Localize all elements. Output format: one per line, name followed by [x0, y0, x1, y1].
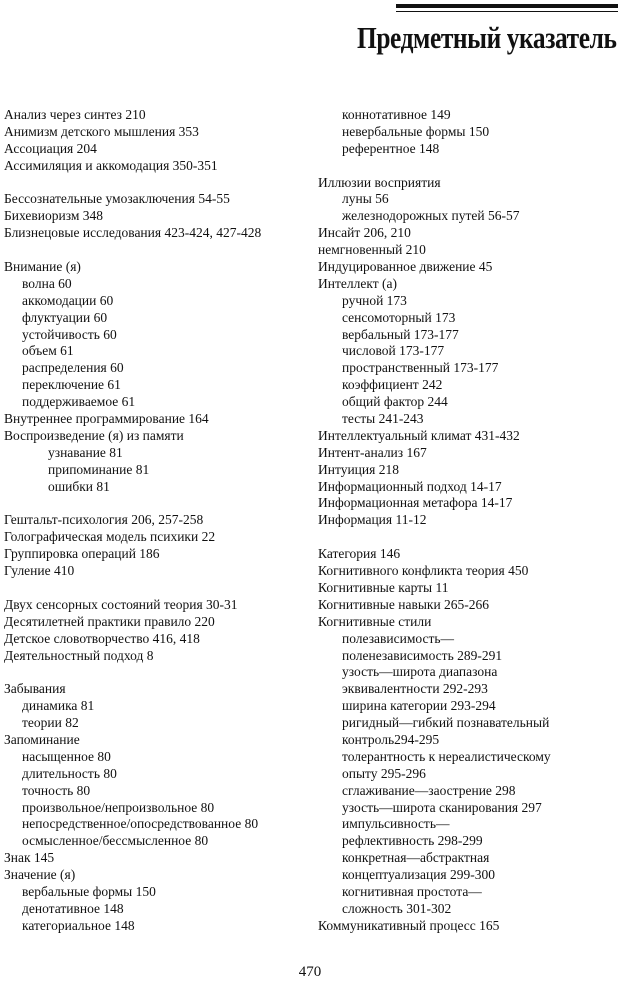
- index-subentry: коэффициент 242: [342, 377, 443, 393]
- index-subentry: распределения 60: [22, 360, 124, 376]
- index-subentry: ширина категории 293-294: [342, 698, 496, 714]
- index-entry: Когнитивные карты 11: [318, 579, 449, 595]
- index-entry: Двух сенсорных состояний теория 30-31: [4, 596, 238, 612]
- index-column-left: [4, 107, 312, 935]
- entry-spacer: [318, 529, 618, 546]
- index-subentry: длительность 80: [22, 765, 117, 781]
- index-entry: Бессознательные умозаключения 54-55: [4, 191, 230, 207]
- index-entry: Интеллект (а): [318, 275, 397, 291]
- index-column-right: [318, 107, 618, 935]
- entry-spacer: [318, 158, 618, 175]
- index-entry: Бихевиоризм 348: [4, 208, 104, 224]
- index-subentry: вербальный 173-177: [342, 326, 459, 342]
- index-subentry: денотативное 148: [22, 900, 124, 916]
- page-number: 470: [298, 964, 322, 980]
- index-entry: Запоминание: [4, 731, 80, 747]
- index-entry: Инсайт 206, 210: [318, 225, 411, 241]
- index-entry: Коммуникативный процесс 165: [318, 917, 500, 933]
- index-subentry: полезависимость—: [342, 630, 455, 646]
- index-entry: Иллюзии восприятия: [318, 174, 441, 190]
- index-subentry: числовой 173-177: [342, 343, 445, 359]
- index-entry: Гештальт-психология 206, 257-258: [4, 512, 204, 528]
- index-subentry: произвольное/непроизвольное 80: [22, 799, 215, 815]
- entry-spacer: [4, 242, 312, 259]
- index-entry: Анимизм детского мышления 353: [4, 123, 199, 139]
- index-subentry: конкретная—абстрактная: [342, 850, 490, 866]
- index-entry: Внутреннее программирование 164: [4, 411, 209, 427]
- index-entry: Ассоциация 204: [4, 140, 97, 156]
- index-entry: Анализ через синтез 210: [4, 107, 146, 122]
- entry-spacer: [4, 664, 312, 681]
- index-entry: Категория 146: [318, 546, 401, 562]
- index-entry: Индуцированное движение 45: [318, 259, 493, 275]
- index-subentry: поленезависимость 289-291: [342, 647, 503, 663]
- index-entry: Детское словотворчество 416, 418: [4, 630, 200, 646]
- entry-spacer: [4, 580, 312, 597]
- index-entry: Интуиция 218: [318, 461, 399, 477]
- index-entry: Интеллектуальный климат 431-432: [318, 427, 520, 443]
- index-entry: Знак 145: [4, 850, 55, 866]
- index-entry: Когнитивного конфликта теория 450: [318, 563, 529, 579]
- header-rule-thin: [396, 11, 618, 12]
- index-subentry: общий фактор 244: [342, 394, 448, 410]
- entry-spacer: [4, 495, 312, 512]
- index-entry: Ассимиляция и аккомодация 350-351: [4, 157, 218, 173]
- index-subentry: непосредственное/опосредствованное 80: [22, 816, 259, 832]
- index-subentry: припоминание 81: [48, 461, 150, 477]
- index-subentry: рефлективность 298-299: [342, 833, 483, 849]
- index-subentry: железнодорожных путей 56-57: [342, 208, 520, 224]
- index-subentry: объем 61: [22, 343, 74, 359]
- page-title: Предметный указатель: [356, 20, 616, 55]
- index-subentry: насыщенное 80: [22, 748, 111, 764]
- index-subentry: сенсомоторный 173: [342, 309, 456, 325]
- index-subentry: ошибки 81: [48, 478, 110, 494]
- index-subentry: невербальные формы 150: [342, 123, 490, 139]
- index-entry: Когнитивные навыки 265-266: [318, 596, 490, 612]
- index-entry: Значение (я): [4, 867, 76, 883]
- index-subentry: ручной 173: [342, 292, 407, 308]
- index-entry: Гуление 410: [4, 563, 75, 579]
- index-subentry: когнитивная простота—: [342, 883, 482, 899]
- index-subentry: узость—широта сканирования 297: [342, 799, 542, 815]
- index-subentry: категориальное 148: [22, 917, 135, 933]
- index-entry: Когнитивные стили: [318, 613, 432, 629]
- index-entry: Голографическая модель психики 22: [4, 529, 216, 545]
- header-rule-thick: [396, 4, 618, 8]
- index-subentry: волна 60: [22, 275, 72, 291]
- index-subentry: ригидный—гибкий познавательный: [342, 715, 550, 731]
- index-subentry: толерантность к нереалистическому: [342, 748, 551, 764]
- index-subentry: опыту 295-296: [342, 765, 426, 781]
- index-subentry: поддерживаемое 61: [22, 394, 136, 410]
- index-subentry: импульсивность—: [342, 816, 450, 832]
- index-subentry: флуктуации 60: [22, 309, 108, 325]
- index-subentry: теории 82: [22, 715, 79, 731]
- index-subentry: узнавание 81: [48, 444, 123, 460]
- index-subentry: тесты 241-243: [342, 411, 424, 427]
- index-entry: Информационная метафора 14-17: [318, 495, 513, 511]
- index-subentry: узость—широта диапазона: [342, 664, 498, 680]
- index-subentry: референтное 148: [342, 140, 440, 156]
- index-subentry: луны 56: [342, 191, 389, 207]
- index-subentry: динамика 81: [22, 698, 95, 714]
- index-entry: Воспроизведение (я) из памяти: [4, 427, 184, 443]
- index-entry: Группировка операций 186: [4, 546, 160, 562]
- index-subentry: вербальные формы 150: [22, 883, 156, 899]
- index-subentry: устойчивость 60: [22, 326, 117, 342]
- index-entry: Деятельностный подход 8: [4, 647, 154, 663]
- index-entry: Забывания: [4, 681, 66, 697]
- index-entry: Информационный подход 14-17: [318, 478, 502, 494]
- entry-spacer: [4, 175, 312, 192]
- index-subentry: контроль294-295: [342, 731, 440, 747]
- index-subentry: осмысленное/бессмысленное 80: [22, 833, 209, 849]
- index-subentry: сложность 301-302: [342, 900, 452, 916]
- index-subentry: переключение 61: [22, 377, 121, 393]
- index-subentry: коннотативное 149: [342, 107, 451, 122]
- index-entry: Информация 11-12: [318, 512, 427, 528]
- index-subentry: сглаживание—заострение 298: [342, 782, 516, 798]
- index-entry: Десятилетней практики правило 220: [4, 613, 215, 629]
- index-entry: немгновенный 210: [318, 242, 426, 258]
- index-entry: Интент-анализ 167: [318, 444, 427, 460]
- index-subentry: эквивалентности 292-293: [342, 681, 488, 697]
- index-subentry: аккомодации 60: [22, 292, 114, 308]
- index-entry: Внимание (я): [4, 259, 81, 275]
- index-subentry: точность 80: [22, 782, 91, 798]
- index-entry: Близнецовые исследования 423-424, 427-428: [4, 225, 262, 241]
- index-subentry: концептуализация 299-300: [342, 867, 496, 883]
- index-subentry: пространственный 173-177: [342, 360, 499, 376]
